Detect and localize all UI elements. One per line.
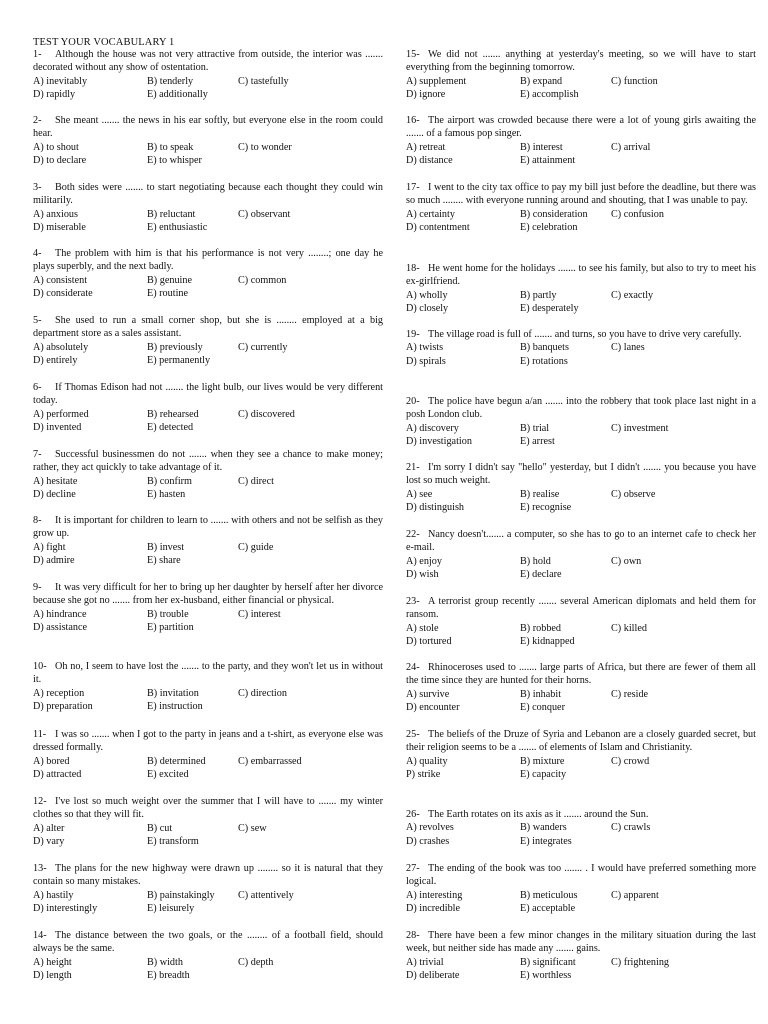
question-text: The Earth rotates on its axis as it ....... around the Sun. bbox=[428, 809, 649, 820]
question-stem bbox=[33, 929, 383, 956]
answer-option[interactable]: D) closely bbox=[406, 302, 449, 314]
question-13 bbox=[33, 862, 383, 915]
answer-option[interactable]: A) twists bbox=[406, 342, 444, 354]
answer-option[interactable]: A) bored bbox=[33, 755, 70, 767]
question-number: 4- bbox=[33, 248, 42, 259]
answer-option[interactable]: B) inhabit bbox=[520, 688, 562, 700]
answer-option[interactable]: D) invented bbox=[33, 421, 82, 433]
answer-options bbox=[33, 341, 383, 368]
answer-option[interactable]: A) absolutely bbox=[33, 341, 89, 353]
answer-options bbox=[406, 889, 756, 916]
answer-option[interactable]: A) survive bbox=[406, 688, 450, 700]
question-17 bbox=[406, 181, 756, 234]
answer-option[interactable]: B) mixture bbox=[520, 755, 565, 767]
question-number: 8- bbox=[33, 515, 42, 526]
answer-option[interactable]: B) significant bbox=[520, 956, 576, 968]
answer-option[interactable]: D) entirely bbox=[33, 354, 78, 366]
answer-option[interactable]: C) tastefully bbox=[238, 75, 289, 87]
question-12 bbox=[33, 795, 383, 848]
question-stem bbox=[33, 660, 383, 687]
answer-option[interactable]: C) arrival bbox=[611, 141, 651, 153]
answer-option[interactable]: C) currently bbox=[238, 341, 288, 353]
answer-option[interactable]: B) expand bbox=[520, 75, 563, 87]
answer-options bbox=[406, 688, 756, 715]
answer-options bbox=[406, 141, 756, 168]
page-title: TEST YOUR VOCABULARY 1 bbox=[33, 37, 175, 48]
answer-option[interactable]: B) determined bbox=[147, 755, 206, 767]
answer-option[interactable]: E) worthless bbox=[520, 969, 572, 981]
question-number: 23- bbox=[406, 596, 420, 607]
answer-option[interactable]: B) invitation bbox=[147, 687, 199, 699]
answer-option[interactable]: E) rotations bbox=[520, 355, 568, 367]
answer-option[interactable]: A) revolves bbox=[406, 822, 454, 834]
answer-option[interactable]: E) integrates bbox=[520, 835, 572, 847]
answer-option[interactable]: D) wish bbox=[406, 568, 439, 580]
question-stem bbox=[33, 114, 383, 141]
answer-option[interactable]: D) encounter bbox=[406, 701, 460, 713]
answer-option[interactable]: A) anxious bbox=[33, 208, 78, 220]
question-text: Although the house was not very attractive from outside, the interior was ....... decorated without any show of ostentation. bbox=[33, 49, 383, 74]
answer-option[interactable]: D) interestingly bbox=[33, 902, 98, 914]
question-stem bbox=[406, 862, 756, 889]
question-stem bbox=[406, 595, 756, 622]
answer-option[interactable]: C) depth bbox=[238, 956, 274, 968]
question-text: Nancy doesn't....... a computer, so she has to go to an internet cafe to check her e-mail. bbox=[406, 529, 756, 554]
answer-option[interactable]: C) own bbox=[611, 555, 642, 567]
question-number: 27- bbox=[406, 863, 420, 874]
question-number: 9- bbox=[33, 582, 42, 593]
question-18 bbox=[406, 262, 756, 315]
answer-option[interactable]: D) spirals bbox=[406, 355, 446, 367]
answer-option[interactable]: D) vary bbox=[33, 835, 65, 847]
answer-option[interactable]: C) sew bbox=[238, 822, 267, 834]
answer-option[interactable]: B) painstakingly bbox=[147, 889, 215, 901]
question-number: 17- bbox=[406, 182, 420, 193]
answer-option[interactable]: C) crowd bbox=[611, 755, 650, 767]
answer-option[interactable]: B) robbed bbox=[520, 622, 562, 634]
answer-options bbox=[406, 289, 756, 316]
answer-option[interactable]: P) strike bbox=[406, 768, 441, 780]
question-stem bbox=[406, 395, 756, 422]
answer-option[interactable]: E) arrest bbox=[520, 435, 555, 447]
answer-option[interactable]: D) investigation bbox=[406, 435, 472, 447]
question-stem bbox=[33, 48, 383, 75]
question-14 bbox=[33, 929, 383, 982]
answer-option[interactable]: E) transform bbox=[147, 835, 199, 847]
question-stem bbox=[406, 728, 756, 755]
question-text: She meant ....... the news in his ear softly, but everyone else in the room could hear. bbox=[33, 115, 383, 140]
answer-option[interactable]: E) partition bbox=[147, 621, 194, 633]
answer-option[interactable]: A) consistent bbox=[33, 274, 88, 286]
question-number: 20- bbox=[406, 396, 420, 407]
answer-option[interactable]: B) rehearsed bbox=[147, 408, 199, 420]
answer-option[interactable]: E) recognise bbox=[520, 501, 572, 513]
answer-options bbox=[406, 422, 756, 449]
answer-options bbox=[33, 755, 383, 782]
answer-option[interactable]: C) reside bbox=[611, 688, 649, 700]
answer-option[interactable]: E) share bbox=[147, 554, 181, 566]
answer-options bbox=[406, 75, 756, 102]
answer-options bbox=[406, 555, 756, 582]
answer-option[interactable]: C) discovered bbox=[238, 408, 295, 420]
question-text: There have been a few minor changes in the military situation during the last week, but neither side has made any ....... gains. bbox=[406, 930, 756, 955]
answer-options bbox=[406, 956, 756, 983]
answer-options bbox=[406, 208, 756, 235]
answer-option[interactable]: E) permanently bbox=[147, 354, 211, 366]
answer-options bbox=[33, 408, 383, 435]
question-4 bbox=[33, 247, 383, 300]
question-text: The village road is full of ....... and turns, so you have to drive very carefully. bbox=[428, 329, 742, 340]
answer-option[interactable]: A) stole bbox=[406, 622, 439, 634]
answer-option[interactable]: A) enjoy bbox=[406, 555, 442, 567]
answer-option[interactable]: B) realise bbox=[520, 488, 560, 500]
question-number: 13- bbox=[33, 863, 47, 874]
answer-option[interactable]: D) tortured bbox=[406, 635, 452, 647]
question-10 bbox=[33, 660, 383, 713]
question-number: 3- bbox=[33, 182, 42, 193]
question-stem bbox=[33, 514, 383, 541]
answer-option[interactable]: D) deliberate bbox=[406, 969, 460, 981]
question-stem bbox=[406, 181, 756, 208]
question-number: 26- bbox=[406, 809, 420, 820]
question-number: 16- bbox=[406, 115, 420, 126]
answer-option[interactable]: B) genuine bbox=[147, 274, 192, 286]
question-text: I've lost so much weight over the summer that I will have to ....... my winter clothes so that they will fit. bbox=[33, 796, 383, 821]
answer-option[interactable]: A) interesting bbox=[406, 889, 463, 901]
answer-option[interactable]: A) certainty bbox=[406, 208, 455, 220]
question-stem bbox=[406, 929, 756, 956]
question-text: A terrorist group recently ....... several American diplomats and held them for ransom. bbox=[406, 596, 756, 621]
answer-options bbox=[406, 341, 756, 368]
answer-option[interactable]: C) investment bbox=[611, 422, 669, 434]
answer-option[interactable]: A) retreat bbox=[406, 141, 446, 153]
question-number: 6- bbox=[33, 382, 42, 393]
answer-options bbox=[33, 541, 383, 568]
answer-option[interactable]: A) trivial bbox=[406, 956, 444, 968]
answer-option[interactable]: B) partly bbox=[520, 289, 557, 301]
question-number: 11- bbox=[33, 729, 47, 740]
question-number: 28- bbox=[406, 930, 420, 941]
question-23 bbox=[406, 595, 756, 648]
answer-option[interactable]: D) admire bbox=[33, 554, 75, 566]
answer-option[interactable]: D) to declare bbox=[33, 154, 87, 166]
answer-option[interactable]: C) interest bbox=[238, 608, 281, 620]
question-stem bbox=[33, 795, 383, 822]
answer-option[interactable]: A) wholly bbox=[406, 289, 448, 301]
answer-option[interactable]: A) hesitate bbox=[33, 475, 78, 487]
question-text: Rhinoceroses used to ....... large parts of Africa, but there are fewer of them all the time since they are hunted for their horns. bbox=[406, 662, 756, 687]
answer-options bbox=[33, 475, 383, 502]
question-number: 21- bbox=[406, 462, 420, 473]
answer-option[interactable]: C) killed bbox=[611, 622, 647, 634]
question-11 bbox=[33, 728, 383, 781]
question-number: 2- bbox=[33, 115, 42, 126]
answer-option[interactable]: D) assistance bbox=[33, 621, 88, 633]
answer-option[interactable]: E) breadth bbox=[147, 969, 190, 981]
question-28 bbox=[406, 929, 756, 982]
question-stem bbox=[33, 247, 383, 274]
answer-option[interactable]: C) observant bbox=[238, 208, 291, 220]
answer-option[interactable]: B) trouble bbox=[147, 608, 189, 620]
question-text: If Thomas Edison had not ....... the light bulb, our lives would be very different today. bbox=[33, 382, 383, 407]
question-text: Oh no, I seem to have lost the ....... to the party, and they won't let us in without it. bbox=[33, 661, 383, 686]
answer-options bbox=[33, 208, 383, 235]
answer-option[interactable]: C) to wonder bbox=[238, 141, 292, 153]
question-text: The problem with him is that his performance is not very ........; one day he plays superbly, and the next badly. bbox=[33, 248, 383, 273]
question-24 bbox=[406, 661, 756, 714]
question-number: 18- bbox=[406, 263, 420, 274]
answer-option[interactable]: A) discovery bbox=[406, 422, 459, 434]
question-9 bbox=[33, 581, 383, 634]
question-stem bbox=[33, 448, 383, 475]
question-stem bbox=[406, 528, 756, 555]
answer-option[interactable]: C) apparent bbox=[611, 889, 659, 901]
answer-option[interactable]: D) attracted bbox=[33, 768, 82, 780]
question-number: 7- bbox=[33, 449, 42, 460]
answer-option[interactable]: B) width bbox=[147, 956, 183, 968]
question-26 bbox=[406, 808, 756, 848]
answer-option[interactable]: B) trial bbox=[520, 422, 550, 434]
question-27 bbox=[406, 862, 756, 915]
answer-option[interactable]: A) fight bbox=[33, 541, 66, 553]
answer-option[interactable]: C) embarrassed bbox=[238, 755, 302, 767]
question-text: I went to the city tax office to pay my bill just before the deadline, but there was so much ........ with everyone running around and shouting, that I was unable to pay. bbox=[406, 182, 756, 207]
answer-option[interactable]: B) consideration bbox=[520, 208, 588, 220]
answer-options bbox=[33, 141, 383, 168]
question-text: We did not ....... anything at yesterday's meeting, so we will have to start everything from the beginning tomorrow. bbox=[406, 49, 756, 74]
answer-option[interactable]: E) conquer bbox=[520, 701, 565, 713]
answer-option[interactable]: B) meticulous bbox=[520, 889, 578, 901]
answer-option[interactable]: E) excited bbox=[147, 768, 189, 780]
question-1 bbox=[33, 48, 383, 101]
answer-option[interactable]: D) length bbox=[33, 969, 72, 981]
question-stem bbox=[406, 461, 756, 488]
question-text: The police have begun a/an ....... into the robbery that took place last night in a posh London club. bbox=[406, 396, 756, 421]
question-stem bbox=[33, 181, 383, 208]
question-19 bbox=[406, 328, 756, 368]
answer-option[interactable]: C) guide bbox=[238, 541, 274, 553]
answer-option[interactable]: E) desperately bbox=[520, 302, 579, 314]
answer-option[interactable]: E) kidnapped bbox=[520, 635, 575, 647]
answer-option[interactable]: D) miserable bbox=[33, 221, 86, 233]
question-number: 14- bbox=[33, 930, 47, 941]
question-20 bbox=[406, 395, 756, 448]
answer-option[interactable]: E) capacity bbox=[520, 768, 567, 780]
answer-option[interactable]: C) crawls bbox=[611, 822, 651, 834]
question-stem bbox=[33, 862, 383, 889]
question-16 bbox=[406, 114, 756, 167]
question-stem bbox=[33, 381, 383, 408]
question-15 bbox=[406, 48, 756, 101]
question-number: 5- bbox=[33, 315, 42, 326]
question-text: The plans for the new highway were drawn up ........ so it is natural that they contain so many mistakes. bbox=[33, 863, 383, 888]
answer-option[interactable]: C) attentively bbox=[238, 889, 294, 901]
question-stem bbox=[33, 728, 383, 755]
question-text: The ending of the book was too ....... . I would have preferred something more logical. bbox=[406, 863, 756, 888]
answer-option[interactable]: B) tenderly bbox=[147, 75, 194, 87]
answer-options bbox=[33, 956, 383, 983]
answer-option[interactable]: B) interest bbox=[520, 141, 563, 153]
answer-option[interactable]: E) hasten bbox=[147, 488, 186, 500]
answer-options bbox=[33, 75, 383, 102]
question-text: I'm sorry I didn't say "hello" yesterday, but I didn't ....... you because you have lost so much weight. bbox=[406, 462, 756, 487]
answer-option[interactable]: E) accomplish bbox=[520, 88, 579, 100]
answer-option[interactable]: A) alter bbox=[33, 822, 65, 834]
answer-options bbox=[33, 608, 383, 635]
answer-option[interactable]: C) direction bbox=[238, 687, 287, 699]
answer-option[interactable]: B) cut bbox=[147, 822, 173, 834]
answer-option[interactable]: E) detected bbox=[147, 421, 194, 433]
answer-option[interactable]: D) incredible bbox=[406, 902, 461, 914]
answer-option[interactable]: A) performed bbox=[33, 408, 89, 420]
question-7 bbox=[33, 448, 383, 501]
question-text: He went home for the holidays ....... to see his family, but also to try to meet his ex-girlfriend. bbox=[406, 263, 756, 288]
answer-option[interactable]: E) celebration bbox=[520, 221, 578, 233]
answer-option[interactable]: A) to shout bbox=[33, 141, 79, 153]
question-stem bbox=[406, 48, 756, 75]
answer-option[interactable]: D) decline bbox=[33, 488, 76, 500]
question-stem bbox=[406, 808, 756, 821]
answer-options bbox=[406, 821, 756, 848]
answer-option[interactable]: E) leisurely bbox=[147, 902, 195, 914]
answer-option[interactable]: A) quality bbox=[406, 755, 448, 767]
question-number: 22- bbox=[406, 529, 420, 540]
question-5 bbox=[33, 314, 383, 367]
question-8 bbox=[33, 514, 383, 567]
question-stem bbox=[406, 661, 756, 688]
answer-option[interactable]: D) distinguish bbox=[406, 501, 465, 513]
question-number: 24- bbox=[406, 662, 420, 673]
answer-option[interactable]: D) ignore bbox=[406, 88, 446, 100]
question-stem bbox=[33, 314, 383, 341]
answer-option[interactable]: B) wanders bbox=[520, 822, 567, 834]
question-text: I was so ....... when I got to the party in jeans and a t-shirt, as everyone else was dressed formally. bbox=[33, 729, 383, 754]
answer-option[interactable]: C) confusion bbox=[611, 208, 664, 220]
answer-option[interactable]: A) inevitably bbox=[33, 75, 88, 87]
answer-option[interactable]: B) hold bbox=[520, 555, 551, 567]
answer-option[interactable]: D) crashes bbox=[406, 835, 450, 847]
question-number: 25- bbox=[406, 729, 420, 740]
answer-option[interactable]: C) observe bbox=[611, 488, 656, 500]
question-text: Both sides were ....... to start negotiating because each thought they could win militarily. bbox=[33, 182, 383, 207]
question-number: 12- bbox=[33, 796, 47, 807]
question-number: 19- bbox=[406, 329, 420, 340]
question-3 bbox=[33, 181, 383, 234]
answer-option[interactable]: B) to speak bbox=[147, 141, 194, 153]
question-21 bbox=[406, 461, 756, 514]
answer-option[interactable]: E) acceptable bbox=[520, 902, 576, 914]
answer-option[interactable]: D) considerate bbox=[33, 287, 93, 299]
question-text: The beliefs of the Druze of Syria and Lebanon are a closely guarded secret, but their religion seems to be a ....... of elements of Islam and Christianity. bbox=[406, 729, 756, 754]
answer-option[interactable]: E) instruction bbox=[147, 700, 203, 712]
answer-option[interactable]: B) invest bbox=[147, 541, 185, 553]
question-number: 1- bbox=[33, 49, 42, 60]
answer-options bbox=[33, 822, 383, 849]
question-2 bbox=[33, 114, 383, 167]
answer-option[interactable]: A) reception bbox=[33, 687, 85, 699]
answer-option[interactable]: D) preparation bbox=[33, 700, 93, 712]
question-stem bbox=[33, 581, 383, 608]
question-stem bbox=[406, 262, 756, 289]
answer-option[interactable]: D) rapidly bbox=[33, 88, 76, 100]
question-number: 10- bbox=[33, 661, 47, 672]
question-25 bbox=[406, 728, 756, 781]
answer-options bbox=[406, 488, 756, 515]
question-text: The distance between the two goals, or the ........ of a football field, should always be the same. bbox=[33, 930, 383, 955]
answer-option[interactable]: A) supplement bbox=[406, 75, 467, 87]
answer-option[interactable]: E) enthusiastic bbox=[147, 221, 208, 233]
answer-options bbox=[33, 274, 383, 301]
answer-option[interactable]: C) function bbox=[611, 75, 658, 87]
answer-option[interactable]: C) frightening bbox=[611, 956, 670, 968]
answer-option[interactable]: B) previously bbox=[147, 341, 203, 353]
question-text: The airport was crowded because there were a lot of young girls awaiting the ....... of a famous pop singer. bbox=[406, 115, 756, 140]
answer-option[interactable]: E) routine bbox=[147, 287, 189, 299]
answer-option[interactable]: C) common bbox=[238, 274, 287, 286]
answer-option[interactable]: E) declare bbox=[520, 568, 562, 580]
answer-option[interactable]: A) hindrance bbox=[33, 608, 87, 620]
answer-option[interactable]: C) direct bbox=[238, 475, 274, 487]
answer-option[interactable]: A) hastily bbox=[33, 889, 74, 901]
question-text: It is important for children to learn to ....... with others and not be selfish as they grow up. bbox=[33, 515, 383, 540]
answer-options bbox=[406, 755, 756, 782]
answer-options bbox=[33, 687, 383, 714]
question-number: 15- bbox=[406, 49, 420, 60]
answer-option[interactable]: B) confirm bbox=[147, 475, 192, 487]
question-text: It was very difficult for her to bring up her daughter by herself after her divorce because she got no ....... from her ex-husband, either financial or physical. bbox=[33, 582, 383, 607]
answer-option[interactable]: C) exactly bbox=[611, 289, 654, 301]
answer-option[interactable]: D) distance bbox=[406, 154, 453, 166]
answer-option[interactable]: C) lanes bbox=[611, 342, 645, 354]
question-text: She used to run a small corner shop, but she is ........ employed at a big department store as a sales assistant. bbox=[33, 315, 383, 340]
answer-option[interactable]: B) reluctant bbox=[147, 208, 196, 220]
answer-option[interactable]: E) additionally bbox=[147, 88, 208, 100]
question-22 bbox=[406, 528, 756, 581]
question-text: Successful businessmen do not ....... when they see a chance to make money; rather, they act quickly to take advantage of it. bbox=[33, 449, 383, 474]
answer-options bbox=[33, 889, 383, 916]
answer-option[interactable]: B) banquets bbox=[520, 342, 569, 354]
answer-option[interactable]: E) attainment bbox=[520, 154, 576, 166]
answer-options bbox=[406, 622, 756, 649]
answer-option[interactable]: A) height bbox=[33, 956, 72, 968]
answer-option[interactable]: E) to whisper bbox=[147, 154, 202, 166]
question-stem bbox=[406, 328, 756, 341]
answer-option[interactable]: D) contentment bbox=[406, 221, 470, 233]
answer-option[interactable]: A) see bbox=[406, 488, 433, 500]
question-6 bbox=[33, 381, 383, 434]
question-stem bbox=[406, 114, 756, 141]
